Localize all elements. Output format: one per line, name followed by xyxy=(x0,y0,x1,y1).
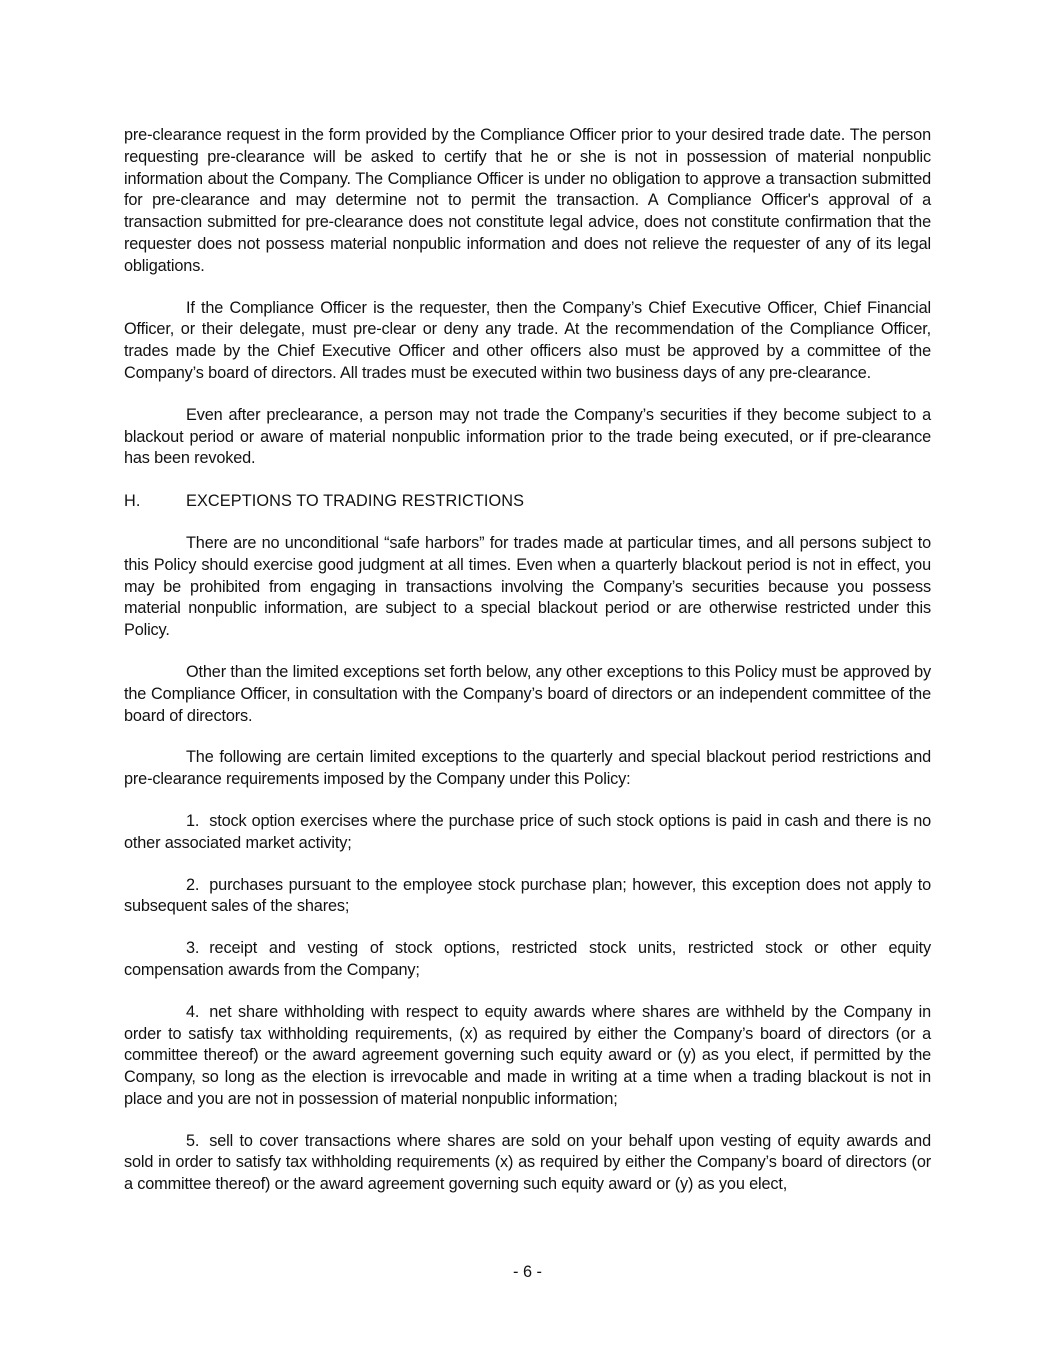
list-item-number: 4. xyxy=(186,1002,200,1021)
section-heading xyxy=(124,491,931,513)
list-item xyxy=(124,1002,931,1111)
list-item-text: net share withholding with respect to equity awards where shares are withheld by the Company in order to satisfy tax withholding requirements, (x) as required by either the Company’s board of directors (or a committee thereof) or the award agreement governing such equity award or (y) as you elect, if permitted by the Company, so long as the election is irrevocable and made in writing at a time when a trading blackout is not in place and you are not in possession of material nonpublic information; xyxy=(124,1002,931,1108)
paragraph-preclearance-revoked: Even after preclearance, a person may not trade the Company’s securities if they become subject to a blackout period or aware of material nonpublic information prior to the trade being executed, or if pre-clearance has been revoked. xyxy=(124,405,931,468)
list-item xyxy=(124,938,931,982)
list-item xyxy=(124,1131,931,1196)
paragraph-limited-exceptions-intro: The following are certain limited exceptions to the quarterly and special blackout period restrictions and pre-clearance requirements imposed by the Company under this Policy: xyxy=(124,748,931,789)
list-item xyxy=(124,875,931,919)
paragraph-other-exceptions: Other than the limited exceptions set forth below, any other exceptions to this Policy must be approved by the Compliance Officer, in consultation with the Company’s board of directors or an independent committee of the board of directors. xyxy=(124,662,931,725)
document-page xyxy=(124,125,931,1196)
list-item-number: 2. xyxy=(186,875,200,894)
list-item xyxy=(124,811,931,855)
section-number: H. xyxy=(124,492,141,511)
list-item-number: 1. xyxy=(186,811,200,830)
list-item-number: 5. xyxy=(186,1131,200,1150)
paragraph-safe-harbors: There are no unconditional “safe harbors” for trades made at particular times, and all persons subject to this Policy should exercise good judgment at all times. Even when a quarterly blackout period is not in effect, you may be prohibited from engaging in transactions involving the Company’s securities because you possess material nonpublic information, are subject to a special blackout period or are otherwise restricted under this Policy. xyxy=(124,533,931,640)
list-item-text: receipt and vesting of stock options, restricted stock units, restricted stock or other equity compensation awards from the Company; xyxy=(124,939,931,979)
paragraph-compliance-officer-requester: If the Compliance Officer is the requester, then the Company’s Chief Executive Officer, Chief Financial Officer, or their delegate, must pre-clear or deny any trade. At the recommendation of the Compliance Officer, trades made by the Chief Executive Officer and other officers also must be approved by a committee of the Company’s board of directors. All trades must be executed within two business days of any pre-clearance. xyxy=(124,298,931,382)
page-number: - 6 - xyxy=(513,1263,542,1281)
list-item-text: purchases pursuant to the employee stock purchase plan; however, this exception does not apply to subsequent sales of the shares; xyxy=(124,875,931,916)
list-item-text: stock option exercises where the purchase price of such stock options is paid in cash and there is no other associated market activity; xyxy=(124,811,931,852)
list-item-number: 3. xyxy=(186,939,200,958)
paragraph-preclearance-request: pre-clearance request in the form provided by the Compliance Officer prior to your desired trade date. The person requesting pre-clearance will be asked to certify that he or she is not in possession of material nonpublic information about the Company. The Compliance Officer is under no obligation to approve a transaction submitted for pre-clearance and may determine not to permit the transaction. A Compliance Officer's approval of a transaction submitted for pre-clearance does not constitute legal advice, does not constitute confirmation that the requester does not possess material nonpublic information and does not relieve the requester of any of its legal obligations. xyxy=(124,126,931,275)
section-title: EXCEPTIONS TO TRADING RESTRICTIONS xyxy=(186,492,525,511)
list-item-text: sell to cover transactions where shares are sold on your behalf upon vesting of equity awards and sold in order to satisfy tax withholding requirements (x) as required by either the Company’s board of directors (or a committee thereof) or the award agreement governing such equity award or (y) as you elect, xyxy=(124,1131,931,1194)
